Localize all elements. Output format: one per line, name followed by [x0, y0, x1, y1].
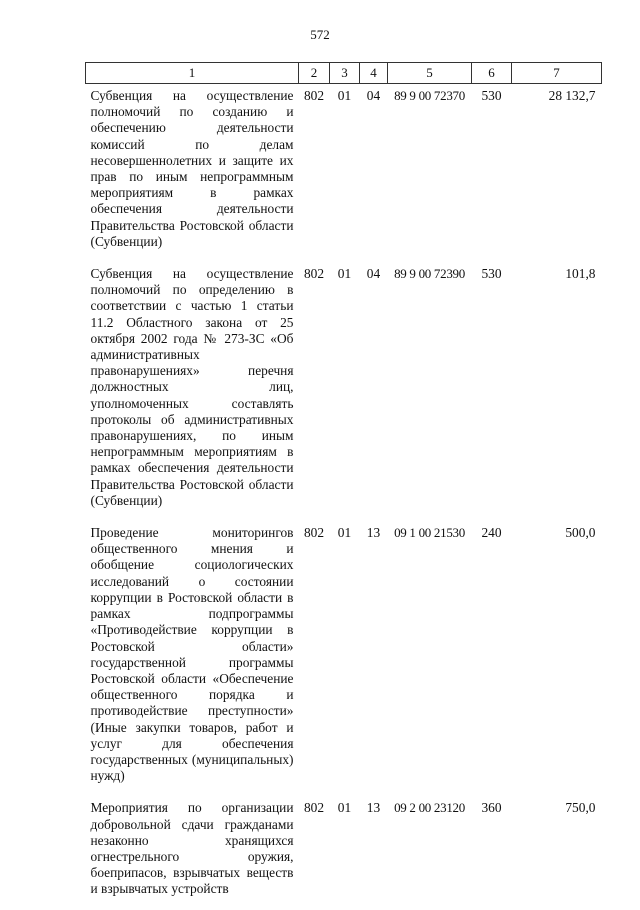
table-row — [86, 84, 602, 263]
expense-type-code: 240 — [481, 525, 502, 541]
column-header-6: 6 — [472, 63, 512, 84]
column-header-7: 7 — [512, 63, 602, 84]
row-name: Проведение мониторингов общественного мнения и обобщение социологических исследований о состоянии коррупции в Ростовской области в рамках подпрограммы «Противодействие коррупции в Ростовской области» государственной программы Ростовской области «Обеспечение общественного порядка и противодействие преступности» (Иные закупки товаров, работ и услуг для обеспечения государственных (муниципальных) нужд) — [90, 525, 294, 784]
target-article-code: 09 2 00 23120 — [394, 800, 465, 816]
row-name: Субвенция на осуществление полномочий по определению в соответствии с частью 1 статьи 11.2 Областного закона от 25 октября 2002 года № 273-ЗС «Об административных правонарушениях» перечня должностных лиц, уполномоченных составлять протоколы об административных правонарушениях, по иным непрограммным мероприятиям в рамках обеспечения деятельности Правительства Ростовской области (Субвенции) — [90, 266, 294, 508]
subsection-code: 04 — [366, 266, 381, 282]
section-code: 01 — [337, 88, 352, 103]
section-code: 01 — [337, 266, 352, 282]
row-name: Мероприятия по организации добровольной сдачи гражданами незаконно хранящихся огнестрельного оружия, боеприпасов, взрывчатых веществ и взрывчатых устройств — [90, 800, 294, 897]
ministry-code: 802 — [303, 88, 325, 103]
subsection-code: 13 — [366, 800, 381, 816]
amount: 500,0 — [565, 525, 596, 541]
table-header-row — [86, 63, 602, 84]
column-header-3: 3 — [330, 63, 360, 84]
subsection-code: 04 — [366, 88, 381, 103]
row-name: Субвенция на осуществление полномочий по созданию и обеспечению деятельности комиссий по делам несовершеннолетних и защите их прав по иным непрограммным мероприятиям в рамках обеспечения деятельности Правительства Ростовской области (Субвенции) — [90, 88, 294, 249]
table-row — [86, 262, 602, 521]
ministry-code: 802 — [303, 266, 325, 282]
ministry-code: 802 — [303, 525, 325, 541]
amount: 750,0 — [565, 800, 596, 816]
page-number: 572 — [310, 27, 330, 42]
table-row — [86, 796, 602, 909]
expense-type-code: 530 — [481, 88, 502, 103]
section-code: 01 — [337, 525, 352, 541]
budget-table — [85, 62, 602, 910]
target-article-code: 89 9 00 72370 — [394, 88, 465, 103]
amount: 101,8 — [565, 266, 596, 282]
target-article-code: 89 9 00 72390 — [394, 266, 465, 282]
table-row — [86, 521, 602, 796]
target-article-code: 09 1 00 21530 — [394, 525, 465, 541]
expense-type-code: 530 — [481, 266, 502, 282]
amount: 28 132,7 — [548, 88, 596, 103]
column-header-4: 4 — [360, 63, 388, 84]
subsection-code: 13 — [366, 525, 381, 541]
expense-type-code: 360 — [481, 800, 502, 816]
column-header-5: 5 — [388, 63, 472, 84]
column-header-2: 2 — [299, 63, 330, 84]
ministry-code: 802 — [303, 800, 325, 816]
section-code: 01 — [337, 800, 352, 816]
column-header-1: 1 — [86, 63, 299, 84]
